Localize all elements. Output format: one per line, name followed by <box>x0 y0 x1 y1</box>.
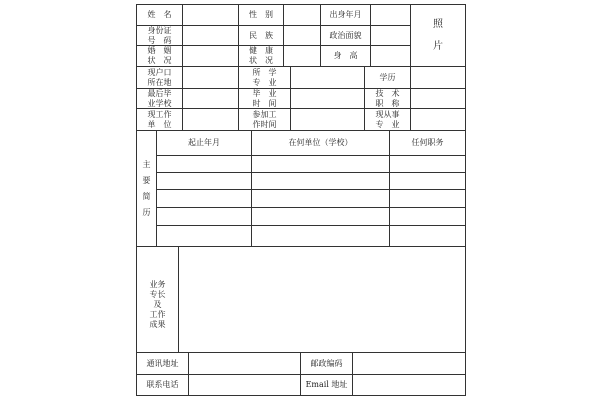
current-major-field[interactable] <box>411 109 465 130</box>
current-workplace-field[interactable] <box>183 109 238 130</box>
id-number-label: 身份证 号 码 <box>147 25 172 45</box>
resume-period-header: 起止年月 <box>188 138 220 147</box>
resume-row[interactable] <box>157 226 465 246</box>
achievements-label: 业务 专长 及 工作 成果 <box>149 279 166 329</box>
gender-field[interactable] <box>284 5 320 25</box>
resume-row[interactable] <box>157 173 465 189</box>
major-field[interactable] <box>291 67 364 88</box>
political-status-label: 政治面貌 <box>329 30 362 40</box>
work-start-time-field[interactable] <box>291 109 364 130</box>
current-workplace-label: 现工作 单 位 <box>147 109 172 129</box>
graduation-school-field[interactable] <box>183 89 238 108</box>
email-label: Email 地址 <box>305 380 348 389</box>
political-status-field[interactable] <box>371 26 410 45</box>
major-label: 所 学 专 业 <box>252 67 277 87</box>
photo-box[interactable]: 照 片 <box>433 19 443 52</box>
graduation-time-field[interactable] <box>291 89 364 108</box>
hukou-location-label: 现户口 所在地 <box>147 67 172 87</box>
address-label: 通讯地址 <box>146 358 179 368</box>
health-status-label: 健 康 状 况 <box>249 46 273 65</box>
marital-status-label: 婚 姻 状 况 <box>147 46 172 65</box>
health-status-field[interactable] <box>284 46 320 66</box>
phone-field[interactable] <box>189 375 300 395</box>
email-field[interactable] <box>353 375 465 395</box>
height-field[interactable] <box>371 46 410 66</box>
resume-row[interactable] <box>157 190 465 207</box>
name-field[interactable] <box>183 5 238 25</box>
ethnicity-field[interactable] <box>284 26 320 45</box>
education-field[interactable] <box>411 67 465 88</box>
graduation-school-label: 最后毕 业学校 <box>147 88 172 108</box>
resume-unit-header: 在何单位（学校） <box>288 138 353 147</box>
id-number-field[interactable] <box>183 26 238 45</box>
height-label: 身 高 <box>333 51 358 60</box>
graduation-time-label: 毕 业 时 间 <box>252 88 277 108</box>
address-field[interactable] <box>189 353 300 374</box>
technical-title-field[interactable] <box>411 89 465 108</box>
phone-label: 联系电话 <box>146 380 179 389</box>
marital-status-field[interactable] <box>183 46 238 66</box>
hukou-location-field[interactable] <box>183 67 238 88</box>
name-label: 姓 名 <box>147 10 172 19</box>
postcode-field[interactable] <box>353 353 465 374</box>
work-start-time-label: 参加工 作时间 <box>252 109 277 129</box>
resume-section-label: 主 要 简 历 <box>142 159 151 217</box>
technical-title-label: 技 术 职 称 <box>375 88 400 108</box>
gender-label: 性 别 <box>249 10 273 19</box>
resume-row[interactable] <box>157 156 465 172</box>
resume-row[interactable] <box>157 208 465 225</box>
ethnicity-label: 民 族 <box>249 30 273 40</box>
postcode-label: 邮政编码 <box>310 358 343 368</box>
achievements-field[interactable] <box>179 247 465 352</box>
education-label: 学历 <box>379 72 396 82</box>
current-major-label: 现从事 专 业 <box>375 109 400 129</box>
birth-date-label: 出身年月 <box>329 10 362 19</box>
resume-position-header: 任何职务 <box>411 138 444 147</box>
birth-date-field[interactable] <box>371 5 410 25</box>
